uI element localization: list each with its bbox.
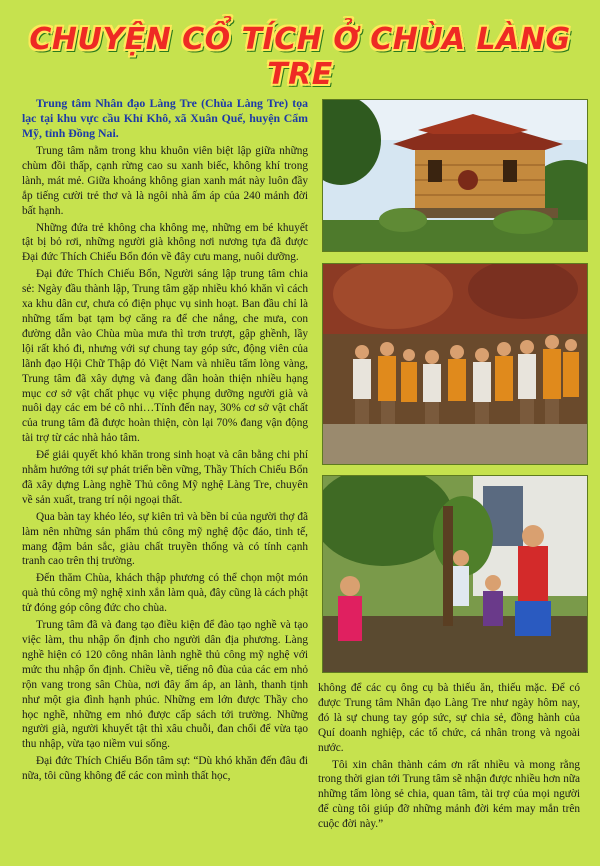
- paragraph-8: Đại đức Thích Chiếu Bổn tâm sự: “Dù khó khăn đến đâu đi nữa, tôi cũng không để các con mình thất học,: [22, 755, 308, 783]
- paragraph-5: Qua bàn tay khéo léo, sự kiên trì và bền bỉ của người thợ đã làm nên những sản phẩm thủ công mỹ nghệ độc đáo, tinh tế, mang đậm bản sắc, giàu chất truyền thống và có tính cạnh tranh cao trên thị trường.: [22, 510, 308, 568]
- lead-paragraph: Trung tâm Nhân đạo Làng Tre (Chùa Làng Tre) tọa lạc tại khu vực cầu Khỉ Khô, xã Xuân Quế, huyện Cẩm Mỹ, tỉnh Đồng Nai.: [22, 96, 308, 140]
- right-column: [318, 681, 580, 834]
- photo-pagoda-house: [322, 99, 588, 252]
- right-paragraph-1: không để các cụ ông cụ bà thiếu ăn, thiếu mặc. Để có được Trung tâm Nhân đạo Làng Tre như ngày hôm nay, đó là sự chung tay góp sức, sự chia sẻ, đồng hành của Quí doanh nghiệp, các tổ chức, cá nhân trong và ngoài nước.: [318, 682, 580, 754]
- page-title: CHUYỆN CỔ TÍCH Ở CHÙA LÀNG TRE: [29, 22, 571, 92]
- photo-children-playing: [322, 475, 588, 673]
- photo-children-group: [322, 263, 588, 465]
- paragraph-4: Để giải quyết khó khăn trong sinh hoạt và cân bằng chi phí nhằm hướng tới sự phát triển bền vững, Thầy Thích Chiếu Bổn đã xây dựng Làng nghề Thủ công Mỹ nghệ Làng Tre, chuyên về sản xuất, trang trí nội ngoại thất.: [22, 449, 308, 506]
- left-column: [22, 96, 308, 786]
- paragraph-1: Trung tâm nằm trong khu khuôn viên biệt lập giữa những chùm đồi thấp, cạnh rừng cao su xanh biếc, không khí trong lành, mát mẻ. Giữa khoảng không gian xanh mát này luôn đầy ắp tiếng cười trẻ thơ và là ngôi nhà ấm áp của 240 mảnh đời bất hạnh.: [22, 145, 308, 217]
- paragraph-3: Đại đức Thích Chiếu Bổn, Người sáng lập trung tâm chia sẻ: Ngày đầu thành lập, Trung tâm gặp nhiều khó khăn vì cách xa khu dân cư, chưa có điện phục vụ sinh hoạt. Ban đầu chỉ là những tấm bạt tạm bợ căng ra để che nắng, che mưa, con đường dẫn vào Chùa mùa mưa thì trơn trượt, gập ghềnh, lầy lội rất khó đi, nhưng với sự chung tay góp sức, động viên của lãnh đạo Hội Chữ Thập đỏ Việt Nam và nhiều tấm lòng vàng, Trung tâm đã xây dựng và đang dần hoàn thiện nhiều hạng mục cơ sở vật chất phục vụ việc phụng dưỡng người già và nuôi dạy các em bé cô nhi…Tính đến nay, 30% cơ sở vật chất của trung tâm đã được hoàn thiện, còn lại 70% đang vận động tài trợ từ các nhà hảo tâm.: [22, 268, 308, 445]
- paragraph-2: Những đứa trẻ không cha không mẹ, những em bé khuyết tật bị bỏ rơi, những người già không nơi nương tựa đã được Đại đức Thích Chiếu Bổn đón về đây cưu mang, nuôi dưỡng.: [22, 221, 308, 264]
- paragraph-7: Trung tâm đã và đang tạo điều kiện để đào tạo nghề và tạo việc làm, thu nhập ổn định cho người dân địa phương. Làng nghề hiện có 120 công nhân lành nghề thủ công mỹ nghệ với mức thu nhập ổn định. Chiều về, tiếng nô đùa của các em nhỏ rộn vang trong sân Chùa, nơi đây ấm áp, an lành, thanh tịnh như một gia đình hạnh phúc. Những em lớn được Thầy cho học nghề, những em nhỏ được cấp sách tới trường. Những người già, người khuyết tật thì xâu chuỗi, đan chổi để vừa tạo thu nhập, vừa tạo niềm vui sống.: [22, 619, 308, 751]
- paragraph-6: Đến thăm Chùa, khách thập phương có thể chọn một món quà thủ công mỹ nghệ xinh xắn làm quà, đây cũng là cách phật tử đóng góp công đức cho chùa.: [22, 572, 308, 615]
- right-paragraph-2: Tôi xin chân thành cám ơn rất nhiều và mong rằng trong thời gian tới Trung tâm sẽ nhận được nhiều hơn nữa những tấm lòng sẻ chia, quan tâm, tài trợ của mọi người để cùng tôi giúp đỡ những mảnh đời kém may mắn trên cuộc đời này.”: [318, 758, 580, 831]
